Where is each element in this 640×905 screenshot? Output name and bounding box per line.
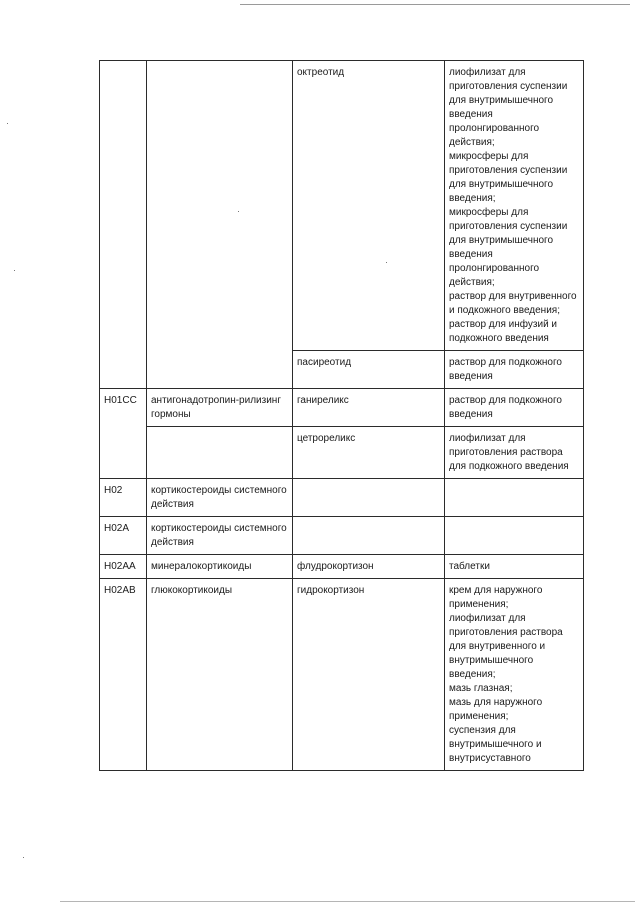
dosage-form: раствор для внутривенного и подкожного введения; [449, 291, 577, 316]
scan-speck [7, 123, 8, 124]
table-row [100, 479, 584, 517]
dosage-form: лиофилизат для приготовления раствора для внутривенного и внутримышечного введения; [449, 613, 563, 680]
group-name-cell: кортикостероиды системного действия [147, 517, 293, 555]
drug-name-cell: ганиреликс [293, 389, 445, 427]
dosage-forms-cell [445, 517, 584, 555]
dosage-form: микросферы для приготовления суспензии для внутримышечного введения пролонгированного действия; [449, 207, 568, 288]
atc-code-cell: H01CC [100, 389, 147, 479]
dosage-forms-cell [445, 479, 584, 517]
drug-name-cell: цетрореликс [293, 427, 445, 479]
dosage-forms-cell [445, 389, 584, 427]
table-row [100, 389, 584, 427]
drug-name-cell: гидрокортизон [293, 579, 445, 771]
dosage-forms-cell [445, 555, 584, 579]
table-row [100, 517, 584, 555]
table-row [100, 61, 584, 351]
dosage-forms-cell [445, 427, 584, 479]
group-name-cell [147, 427, 293, 479]
group-name-cell: минералокортикоиды [147, 555, 293, 579]
drug-name-cell: пасиреотид [293, 351, 445, 389]
dosage-form: раствор для инфузий и подкожного введения [449, 319, 558, 344]
scan-edge-bottom [60, 901, 635, 902]
atc-code-cell: H02AA [100, 555, 147, 579]
dosage-form: мазь для наружного применения; [449, 697, 543, 722]
scan-speck [23, 857, 24, 858]
dosage-forms-cell [445, 351, 584, 389]
group-name-cell: глюкокортикоиды [147, 579, 293, 771]
dosage-forms-cell [445, 61, 584, 351]
dosage-form: лиофилизат для приготовления раствора для подкожного введения [449, 433, 569, 472]
dosage-form: раствор для подкожного введения [449, 395, 562, 420]
drug-name-cell [293, 517, 445, 555]
group-name-cell: антигонадотропин-рилизинг гормоны [147, 389, 293, 427]
drug-name-cell: флудрокортизон [293, 555, 445, 579]
dosage-form: раствор для подкожного введения [449, 357, 562, 382]
table-row [100, 427, 584, 479]
scan-edge-top [240, 4, 630, 5]
dosage-form: мазь глазная; [449, 683, 513, 694]
group-name-cell [147, 61, 293, 389]
dosage-form: крем для наружного применения; [449, 585, 543, 610]
dosage-form: микросферы для приготовления суспензии для внутримышечного введения; [449, 151, 568, 204]
atc-code-cell: H02A [100, 517, 147, 555]
dosage-forms-cell [445, 579, 584, 771]
atc-code-cell: H02 [100, 479, 147, 517]
medication-table [99, 60, 584, 771]
atc-code-cell: H02AB [100, 579, 147, 771]
scan-speck [14, 270, 15, 271]
group-name-cell: кортикостероиды системного действия [147, 479, 293, 517]
atc-code-cell [100, 61, 147, 389]
drug-name-cell [293, 479, 445, 517]
dosage-form: лиофилизат для приготовления суспензии для внутримышечного введения пролонгированного действия; [449, 67, 568, 148]
dosage-form: суспензия для внутримышечного и внутрисуставного [449, 725, 542, 764]
drug-name-cell: октреотид [293, 61, 445, 351]
table-row [100, 579, 584, 771]
dosage-form: таблетки [449, 561, 490, 572]
table-row [100, 555, 584, 579]
